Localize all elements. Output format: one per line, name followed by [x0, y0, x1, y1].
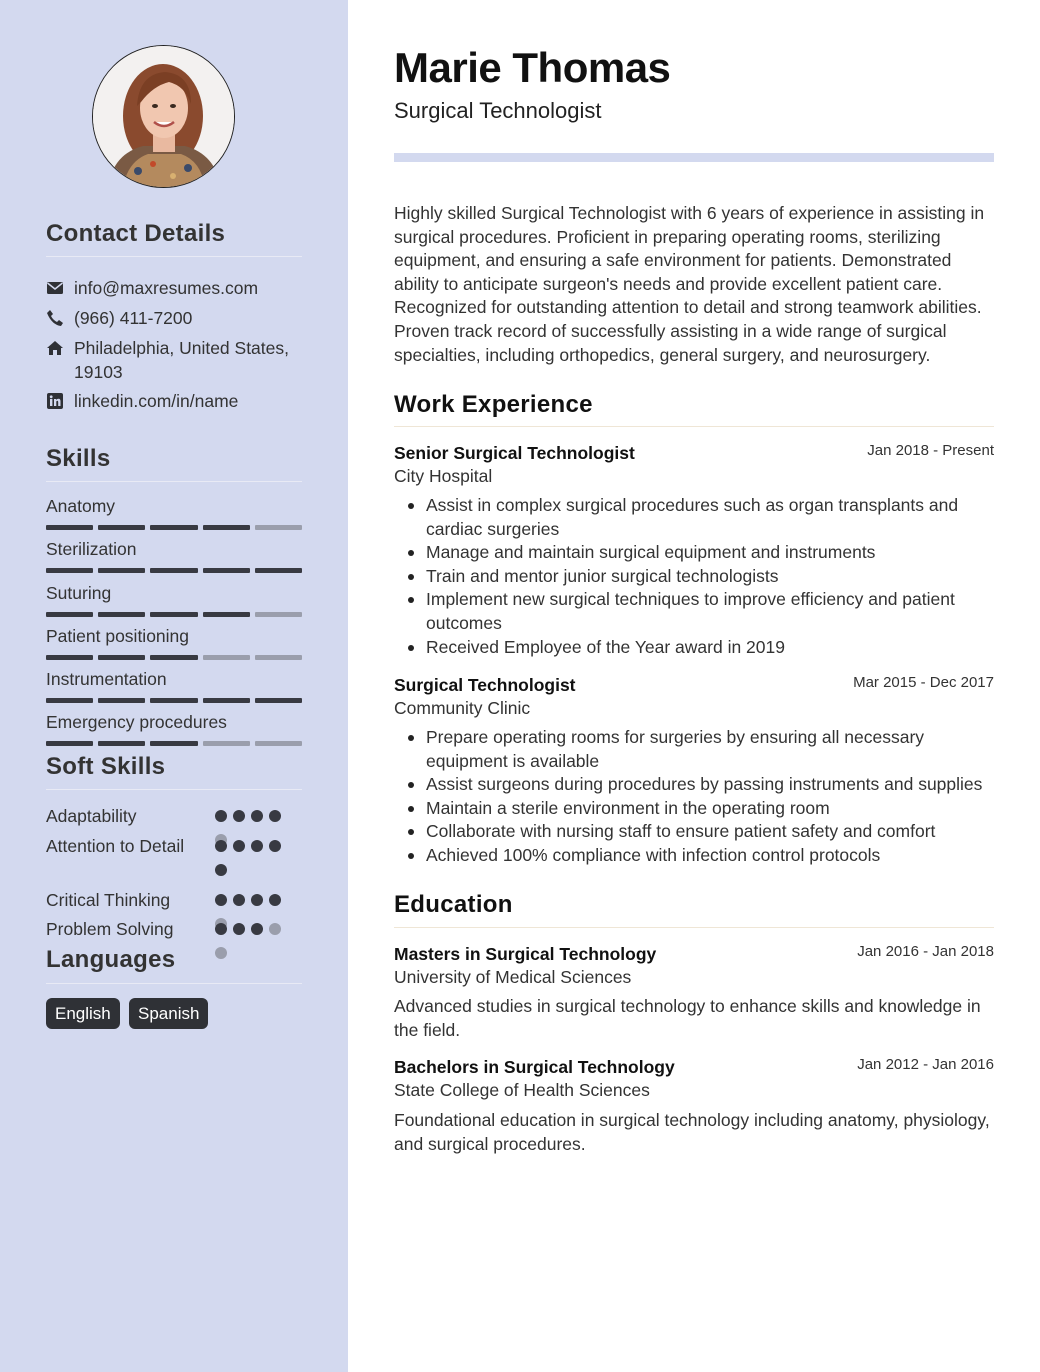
email-link[interactable]: info@maxresumes.com	[74, 278, 259, 298]
language-pill: English	[46, 998, 120, 1029]
profile-photo	[93, 46, 234, 187]
envelope-icon	[46, 279, 64, 297]
rating-dot	[251, 923, 263, 935]
accent-bar	[394, 153, 994, 162]
rating-dot	[215, 810, 227, 822]
skill-level-segment	[203, 525, 250, 530]
skill-level-segment	[98, 698, 145, 703]
rating-dot	[269, 810, 281, 822]
rating-dot	[215, 947, 227, 959]
divider	[46, 481, 302, 482]
skill-level-segment	[98, 568, 145, 573]
skill-level-segment	[255, 612, 302, 617]
list-item: Prepare operating rooms for surgeries by ensuring all necessary equipment is available	[426, 726, 994, 773]
home-icon	[46, 339, 64, 357]
job-organization: City Hospital	[394, 466, 493, 486]
skill-level-segment	[98, 741, 145, 746]
skill-level-segment	[46, 741, 93, 746]
list-item: Received Employee of the Year award in 2019	[426, 636, 994, 660]
skill-name: Sterilization	[46, 539, 137, 559]
skill-level-segment	[255, 525, 302, 530]
candidate-name: Marie Thomas	[394, 44, 671, 91]
divider	[394, 426, 994, 427]
skill-level-bar	[46, 612, 302, 617]
language-pill: Spanish	[129, 998, 208, 1029]
soft-skill-name: Critical Thinking	[46, 890, 171, 910]
job-bullets	[394, 726, 994, 868]
phone-icon	[46, 309, 64, 327]
address-text: Philadelphia, United States, 19103	[74, 338, 289, 382]
list-item: Implement new surgical techniques to improve efficiency and patient outcomes	[426, 588, 994, 635]
job-organization: Community Clinic	[394, 698, 531, 718]
rating-dot	[251, 810, 263, 822]
job-title: Surgical Technologist	[394, 675, 576, 695]
list-item: Train and mentor junior surgical technologists	[426, 565, 994, 589]
education-description: Foundational education in surgical technology including anatomy, physiology, and surgical procedures.	[394, 1110, 990, 1154]
education-dates: Jan 2012 - Jan 2016	[857, 1056, 994, 1073]
skill-level-segment	[203, 612, 250, 617]
degree-title: Bachelors in Surgical Technology	[394, 1057, 675, 1077]
languages-heading: Languages	[46, 946, 176, 973]
rating-dot	[269, 894, 281, 906]
skill-level-segment	[255, 741, 302, 746]
rating-dot	[251, 894, 263, 906]
linkedin-icon	[46, 392, 64, 410]
skill-level-segment	[98, 612, 145, 617]
experience-heading: Work Experience	[394, 391, 593, 418]
skill-level-segment	[203, 568, 250, 573]
skill-level-segment	[98, 655, 145, 660]
skill-level-segment	[255, 698, 302, 703]
skill-level-segment	[255, 655, 302, 660]
skill-level-bar	[46, 698, 302, 703]
divider	[394, 927, 994, 928]
skill-level-bar	[46, 568, 302, 573]
rating-dot	[233, 810, 245, 822]
education-heading: Education	[394, 891, 513, 918]
skill-level-segment	[255, 568, 302, 573]
skill-level-segment	[150, 568, 197, 573]
skill-level-segment	[46, 612, 93, 617]
list-item: Assist surgeons during procedures by passing instruments and supplies	[426, 773, 994, 797]
skill-level-segment	[98, 525, 145, 530]
skill-name: Anatomy	[46, 496, 116, 516]
skill-level-segment	[46, 655, 93, 660]
skill-level-segment	[150, 741, 197, 746]
skills-heading: Skills	[46, 445, 111, 472]
rating-dot	[251, 840, 263, 852]
sidebar	[0, 0, 348, 1372]
skill-level-segment	[203, 698, 250, 703]
list-item: Assist in complex surgical procedures such as organ transplants and cardiac surgeries	[426, 494, 994, 541]
rating-dot	[233, 923, 245, 935]
rating-dot	[233, 894, 245, 906]
soft-skills-heading: Soft Skills	[46, 753, 166, 780]
divider	[46, 983, 302, 984]
skill-level-segment	[150, 655, 197, 660]
skill-name: Suturing	[46, 583, 112, 603]
skill-level-bar	[46, 741, 302, 746]
skill-level-segment	[203, 655, 250, 660]
list-item: Collaborate with nursing staff to ensure patient safety and comfort	[426, 820, 994, 844]
list-item: Manage and maintain surgical equipment and instruments	[426, 541, 994, 565]
main-content	[348, 0, 1040, 1372]
soft-skill-name: Attention to Detail	[46, 836, 185, 856]
skill-level-segment	[46, 698, 93, 703]
skill-name: Patient positioning	[46, 626, 190, 646]
education-description: Advanced studies in surgical technology to enhance skills and knowledge in the field.	[394, 996, 981, 1040]
divider	[46, 789, 302, 790]
job-title: Senior Surgical Technologist	[394, 443, 635, 463]
phone-text: (966) 411-7200	[74, 308, 193, 328]
skill-level-bar	[46, 525, 302, 530]
skill-level-bar	[46, 655, 302, 660]
candidate-title: Surgical Technologist	[394, 98, 602, 123]
soft-skill-name: Problem Solving	[46, 919, 174, 939]
skill-level-segment	[46, 525, 93, 530]
school-name: University of Medical Sciences	[394, 967, 632, 987]
skill-level-segment	[46, 568, 93, 573]
job-dates: Jan 2018 - Present	[867, 442, 994, 459]
profile-summary: Highly skilled Surgical Technologist with 6 years of experience in assisting in surgical procedures. Proficient in preparing operating rooms, sterilizing equipment, and ensuring a safe environment for patients. Demonstrated ability to anticipate surgeon's needs and provide excellent patient care. Recognized for outstanding attention to detail and strong teamwork abilities. Proven track record of successfully assisting in a wide range of surgical specialties, including orthopedics, general surgery, and neurosurgery.	[394, 203, 985, 365]
school-name: State College of Health Sciences	[394, 1080, 650, 1100]
contact-heading: Contact Details	[46, 220, 226, 247]
rating-dot	[215, 864, 227, 876]
linkedin-link[interactable]: linkedin.com/in/name	[74, 391, 239, 411]
list-item: Achieved 100% compliance with infection control protocols	[426, 844, 994, 868]
divider	[46, 256, 302, 257]
skill-name: Instrumentation	[46, 669, 167, 689]
rating-dot	[269, 840, 281, 852]
soft-skill-name: Adaptability	[46, 806, 137, 826]
skill-level-segment	[150, 698, 197, 703]
job-dates: Mar 2015 - Dec 2017	[853, 674, 994, 691]
list-item: Maintain a sterile environment in the operating room	[426, 797, 994, 821]
skill-level-segment	[203, 741, 250, 746]
avatar	[92, 45, 235, 188]
job-bullets	[394, 494, 994, 659]
rating-dot	[269, 923, 281, 935]
education-dates: Jan 2016 - Jan 2018	[857, 943, 994, 960]
rating-dot	[215, 923, 227, 935]
skill-level-segment	[150, 612, 197, 617]
rating-dot	[215, 840, 227, 852]
skill-level-segment	[150, 525, 197, 530]
rating-dot	[215, 894, 227, 906]
skill-name: Emergency procedures	[46, 712, 227, 732]
rating-dot	[233, 840, 245, 852]
degree-title: Masters in Surgical Technology	[394, 944, 657, 964]
